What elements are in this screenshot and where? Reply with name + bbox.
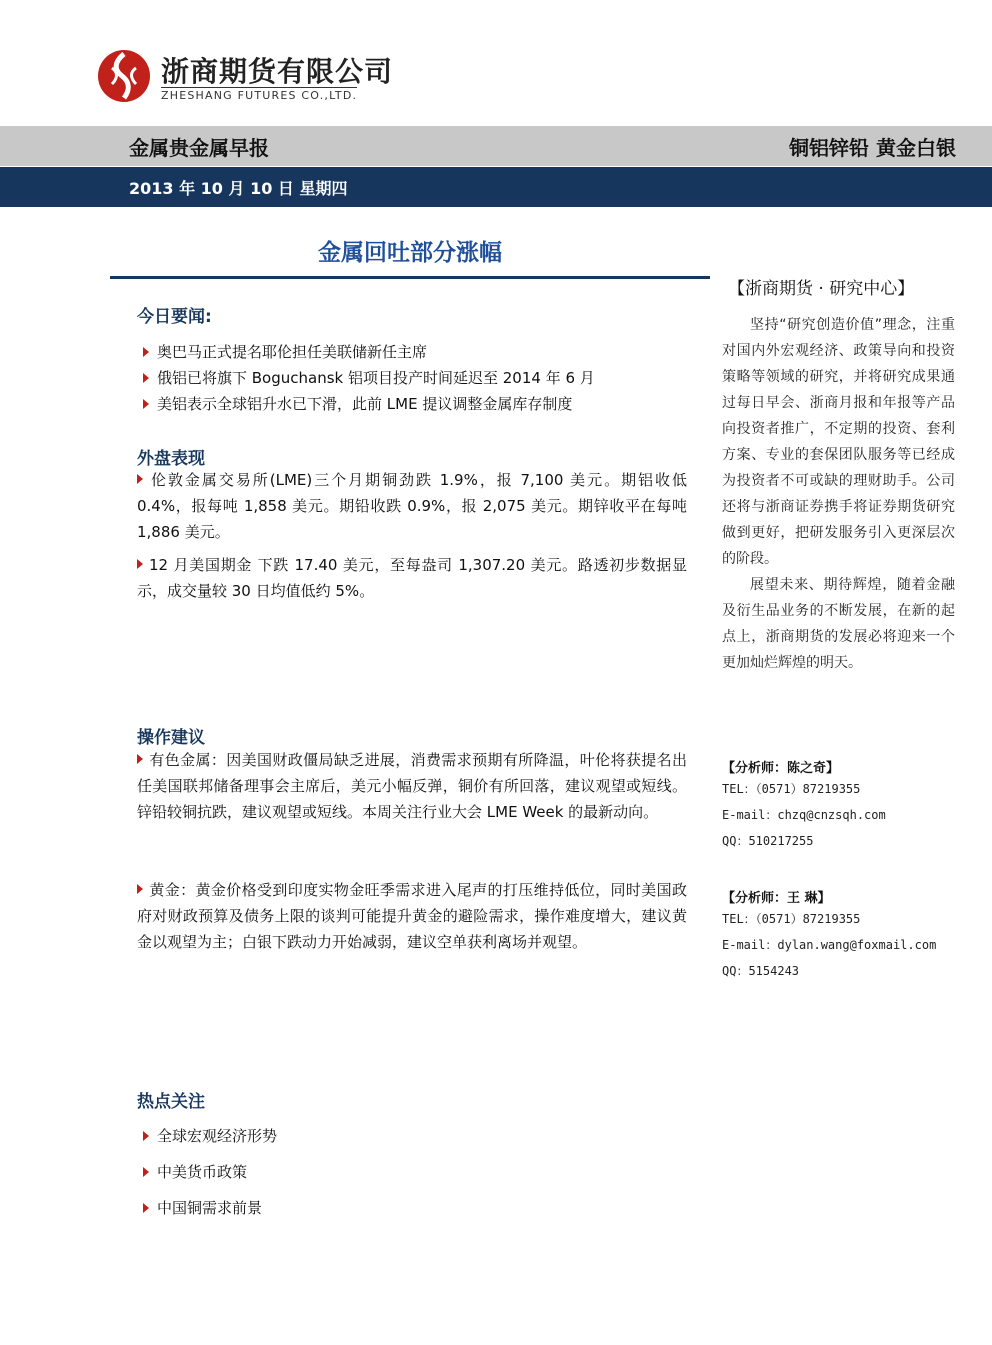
bullet-arrow-icon	[143, 1167, 149, 1177]
analyst-name: 【分析师：陈之奇】	[722, 761, 840, 776]
news-item: 俄铝已将旗下 Boguchansk 铝项目投产时间延迟至 2014 年 6 月	[137, 365, 697, 391]
analyst-card	[722, 757, 886, 854]
analyst-email: E-mail：chzq@cnzsqh.com	[722, 808, 886, 822]
bullet-arrow-icon	[137, 754, 143, 764]
bullet-arrow-icon	[137, 559, 143, 569]
report-type: 金属贵金属早报	[129, 136, 269, 160]
hot-list	[137, 1123, 697, 1221]
bullet-arrow-icon	[137, 474, 143, 484]
advice-paragraph: 有色金属：因美国财政僵局缺乏进展，消费需求预期有所降温，叶伦将获提名出任美国联邦储备理事会主席后，美元小幅反弹，铜价有所回落，建议观望或短线。锌铅较铜抗跌，建议观望或短线。本周关注行业大会 LME Week 的最新动向。	[137, 751, 687, 821]
analyst-tel: TEL：（0571）87219355	[722, 912, 861, 926]
news-item: 美铝表示全球铝升水已下滑，此前 LME 提议调整金属库存制度	[137, 391, 697, 417]
overseas-paragraph: 12 月美国期金 下跌 17.40 美元，至每盎司 1,307.20 美元。路透初步数据显示，成交量较 30 日均值低约 5%。	[137, 556, 687, 600]
headline-divider	[110, 276, 710, 279]
hot-item: 中国铜需求前景	[137, 1195, 697, 1221]
hot-section-title: 热点关注	[137, 1092, 205, 1112]
bullet-arrow-icon	[143, 1131, 149, 1141]
analyst-card	[722, 887, 936, 984]
company-logo-icon	[96, 48, 152, 104]
company-name-cn: 浙商期货有限公司	[161, 55, 394, 88]
analyst-email: E-mail：dylan.wang@foxmail.com	[722, 938, 937, 952]
bullet-arrow-icon	[143, 1203, 149, 1213]
hot-item: 全球宏观经济形势	[137, 1123, 697, 1149]
overseas-section-title: 外盘表现	[137, 449, 205, 469]
news-section-title: 今日要闻:	[137, 307, 212, 327]
analyst-qq: QQ：510217255	[722, 834, 814, 848]
research-center-intro	[722, 312, 955, 676]
headline: 金属回吐部分涨幅	[318, 240, 502, 266]
research-center-title: 【浙商期货 · 研究中心】	[728, 279, 915, 299]
analyst-name: 【分析师：王 琳】	[722, 891, 831, 906]
advice-section-title: 操作建议	[137, 728, 205, 748]
bullet-arrow-icon	[143, 347, 149, 357]
intro-paragraph: 展望未来、期待辉煌，随着金融及衍生品业务的不断发展，在新的起点上，浙商期货的发展必将迎来一个更加灿烂辉煌的明天。	[722, 577, 955, 671]
bullet-arrow-icon	[137, 884, 143, 894]
advice-paragraph: 黄金：黄金价格受到印度实物金旺季需求进入尾声的打压维持低位，同时美国政府对财政预算及债务上限的谈判可能提升黄金的避险需求，操作难度增大，建议黄金以观望为主；白银下跌动力开始减弱，建议空单获利离场并观望。	[137, 881, 687, 951]
intro-paragraph: 坚持“研究创造价值”理念，注重对国内外宏观经济、政策导向和投资策略等领域的研究，并将研究成果通过每日早会、浙商月报和年报等产品向投资者推广，不定期的投资、套利方案、专业的套保团队服务等已经成为投资者不可或缺的理财助手。公司还将与浙商证券携手将证券期货研究做到更好，把研发服务引入更深层次的阶段。	[722, 317, 955, 567]
report-type-band	[0, 126, 992, 166]
overseas-paragraph: 伦敦金属交易所(LME)三个月期铜劲跌 1.9%，报 7,100 美元。期铝收低 0.4%，报每吨 1,858 美元。期铅收跌 0.9%，报 2,075 美元。期锌收平在每吨 1,886 美元。	[137, 471, 687, 541]
bullet-arrow-icon	[143, 373, 149, 383]
metals-covered: 铜铝锌铅 黄金白银	[789, 136, 956, 160]
analyst-tel: TEL：（0571）87219355	[722, 782, 861, 796]
news-list	[137, 339, 697, 417]
bullet-arrow-icon	[143, 399, 149, 409]
analyst-qq: QQ：5154243	[722, 964, 800, 978]
report-date: 2013 年 10 月 10 日 星期四	[129, 179, 348, 198]
hot-item: 中美货币政策	[137, 1159, 697, 1185]
date-band	[0, 167, 992, 207]
company-name-en: ZHESHANG FUTURES CO.,LTD.	[161, 89, 358, 102]
news-item: 奥巴马正式提名耶伦担任美联储新任主席	[137, 339, 697, 365]
